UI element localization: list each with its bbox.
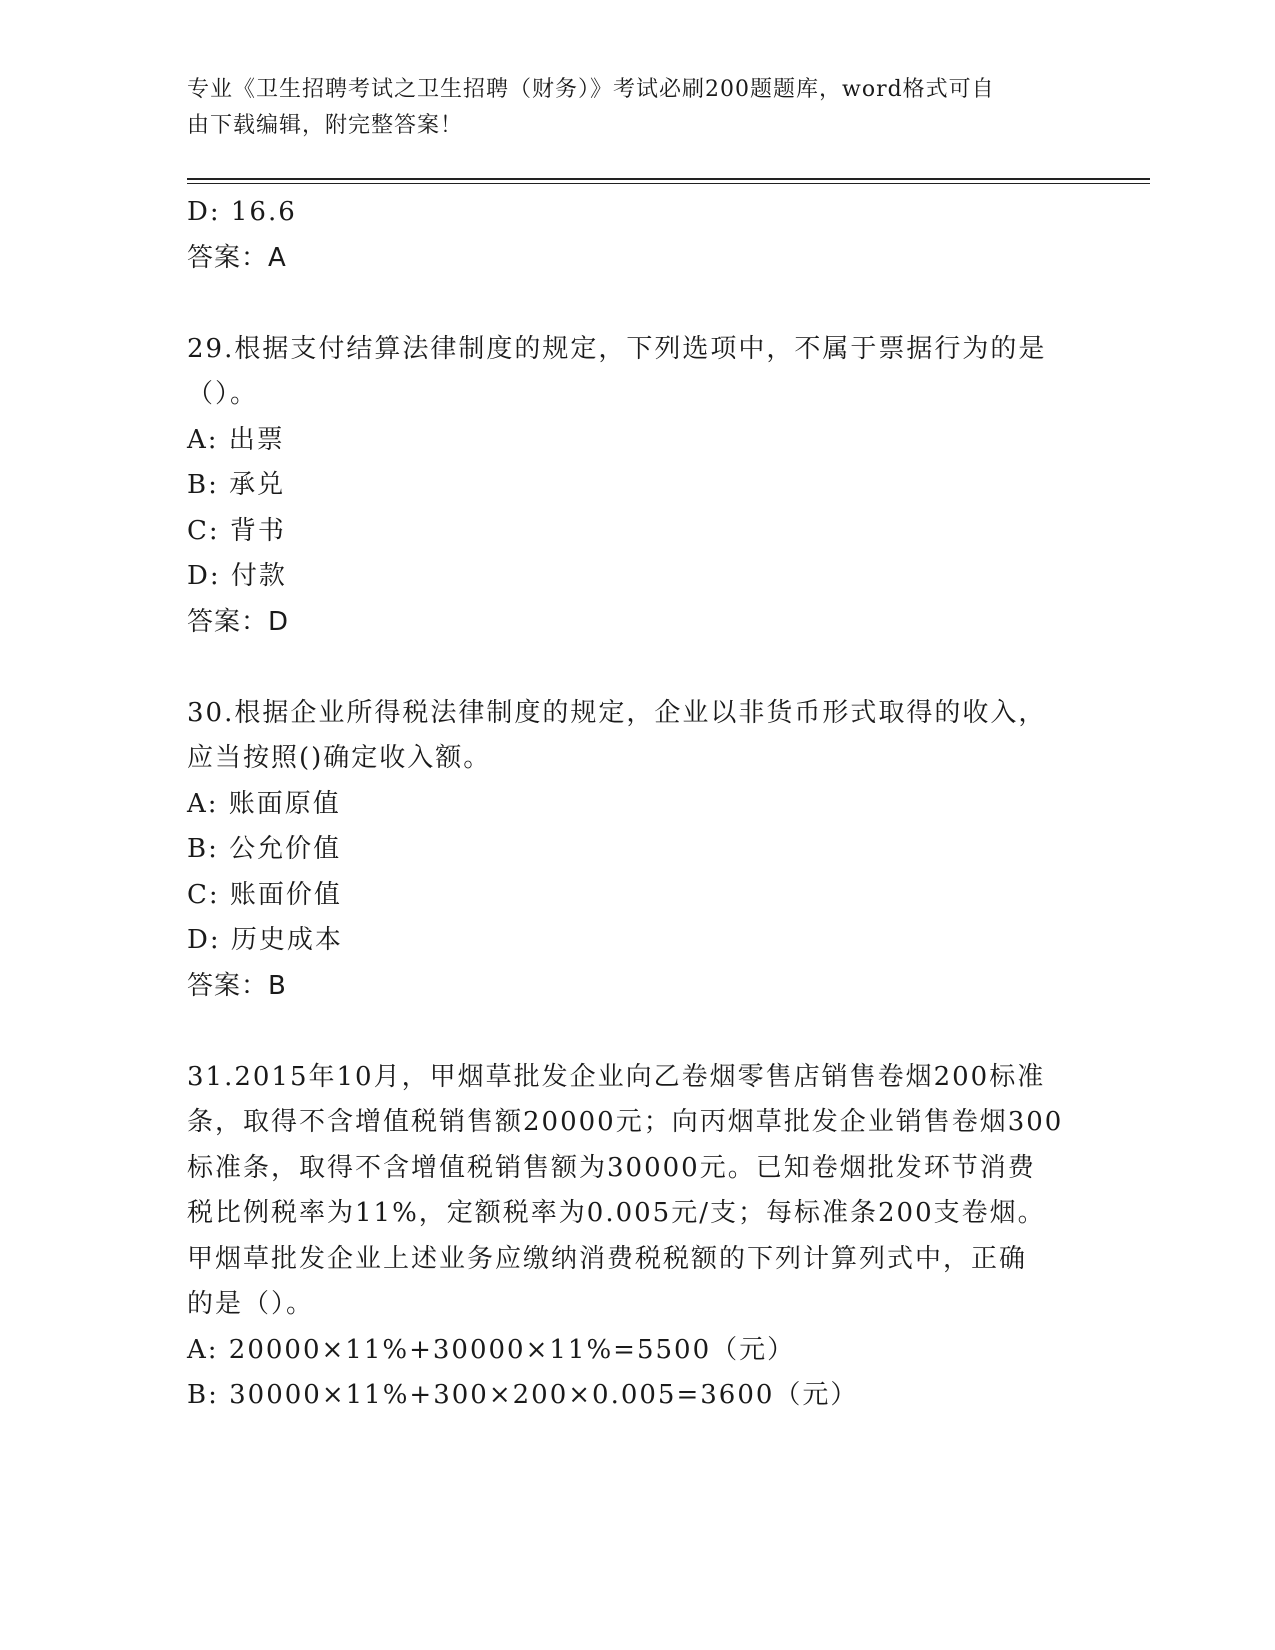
option-c: C: 账面价值 [187,879,342,910]
question-30 [187,691,1087,1010]
question-stem: 标准条，取得不含增值税销售额为30000元。已知卷烟批发环节消费 [187,1152,1036,1183]
answer: 答案：D [187,606,290,637]
header-rule-thin [187,183,1150,184]
option-a: A: 账面原值 [187,788,341,819]
option-b: B: 30000×11%+300×200×0.005=3600（元） [187,1380,859,1410]
option-a: A: 出票 [187,424,285,455]
question-stem: 29.根据支付结算法律制度的规定，下列选项中，不属于票据行为的是 [187,333,1047,364]
answer: 答案：A [187,242,287,273]
option-a: A: 20000×11%+30000×11%=5500（元） [187,1334,796,1365]
question-stem: 条，取得不含增值税销售额20000元；向丙烟草批发企业销售卷烟300 [187,1107,1064,1137]
question-stem: 税比例税率为11%，定额税率为0.005元/支；每标准条200支卷烟。 [187,1198,1046,1228]
question-stem: 31.2015年10月，甲烟草批发企业向乙卷烟零售店销售卷烟200标准 [187,1061,1046,1092]
option-c: C: 背书 [187,515,286,546]
option-b: B: 承兑 [187,470,286,500]
spacer [187,281,1087,327]
header-line-1: 专业《卫生招聘考试之卫生招聘（财务）》考试必刷200题题库，word格式可自 [187,77,995,102]
spacer [187,645,1087,691]
header-rule-thick [187,178,1150,180]
question-stem: 30.根据企业所得税法律制度的规定，企业以非货币形式取得的收入， [187,697,1047,728]
answer: 答案：B [187,970,287,1001]
document-body [187,190,1087,1419]
question-stem: （）。 [187,379,259,409]
option-d: D: 历史成本 [187,925,343,955]
spacer [187,1009,1087,1055]
header-line-2: 由下载编辑，附完整答案！ [187,113,464,138]
question-stem: 甲烟草批发企业上述业务应缴纳消费税税额的下列计算列式中，正确 [187,1243,1028,1274]
question-29 [187,327,1087,646]
question-stem: 的是（）。 [187,1289,315,1319]
page-header [187,72,1067,144]
option-b: B: 公允价值 [187,834,342,864]
option-d: D: 16.6 [187,197,297,227]
option-d: D: 付款 [187,561,287,591]
question-stem: 应当按照()确定收入额。 [187,743,492,773]
prev-question [187,190,1087,281]
question-31 [187,1055,1087,1419]
